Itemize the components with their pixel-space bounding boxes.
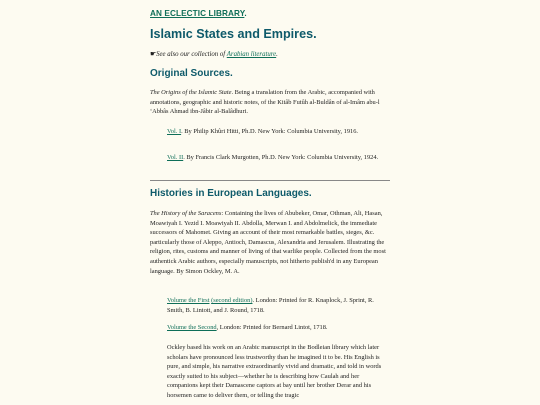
origins-book-title: The Origins of the Islamic State (150, 89, 232, 96)
saracens-description-text: : Containing the lives of Abubeker, Omar, Othman, Ali, Hasan, Moawiyah I. Yezid I. Moawiyah II. Abdolla, Merwan I. and Abdolmelick, the immediate successors of Mahomet. Giving an account of their most remarkable battles, sieges, &c. particularly those of Aleppo, Antioch, Damascus, Alexandria and Jerusalem. Illustrating the religion, rites, customs and manner of living of that warlike people. Collected from the most authentick Arabic authors, especially manuscripts, not hitherto publish'd in any European language. By Simon Ockley, M. A. (150, 210, 386, 275)
volume-entry (167, 153, 389, 163)
library-home-link-row (150, 9, 247, 18)
vol-1-link[interactable]: Vol. I (167, 128, 182, 135)
library-home-link[interactable]: AN ECLECTIC LIBRARY (150, 9, 245, 18)
vol-2-link[interactable]: Vol. II (167, 154, 184, 161)
volume-entry (167, 127, 389, 137)
vol-2-text: . By Francis Clark Murgotten, Ph.D. New York: Columbia University, 1924. (183, 154, 379, 161)
volume-first-text: . London: Printed for R. Knaplock, J. Sprint, R. Smith, B. Lintott, and J. Round, 1718. (167, 297, 374, 314)
section-heading-original-sources: Original Sources. (150, 68, 233, 79)
section-divider (150, 180, 390, 181)
see-also-prefix: See also our collection of (156, 51, 227, 58)
origins-description (150, 88, 390, 117)
vol-1-text: . By Philip Khûri Hitti, Ph.D. New York: Columbia University, 1916. (181, 128, 359, 135)
volume-second-link[interactable]: Volume the Second (167, 324, 217, 331)
section-heading-histories: Histories in European Languages. (150, 188, 312, 199)
volume-first-link[interactable]: Volume the First (167, 297, 210, 304)
see-also-suffix: . (276, 51, 278, 58)
see-also-note (150, 50, 278, 58)
volume-second-text: , London: Printed for Bernard Lintot, 1718. (216, 324, 328, 331)
ockley-commentary: Ockley based his work on an Arabic manuscript in the Bodleian library which later scholars have pronounced less trustworthy than he imagined it to be. His English is pure, and simple, his narrative extraordinarily vivid and dramatic, and told in words exactly suited to his subject—whether he is describing how Caulah and her companions kept their Damascene captors at bay until her brother Derar and his horsemen came to deliver them, or telling the tragic (167, 344, 382, 399)
page-title: Islamic States and Empires. (150, 27, 317, 41)
origins-description-text: . Being a translation from the Arabic, accompanied with annotations, geographic and historic notes, of the Kitâb Futûh al-Buldân of al-Imâm abu-l ‘Abbâs Ahmad ibn-Jâbir al-Balâdhuri. (150, 89, 380, 116)
arabian-literature-link[interactable]: Arabian literature (226, 51, 277, 58)
pointing-hand-icon: ☛ (150, 51, 157, 58)
second-edition-link[interactable]: (second edition) (211, 297, 253, 304)
saracens-book-title: The History of the Saracens (150, 210, 222, 217)
library-link-period: . (244, 9, 247, 18)
saracens-description (150, 209, 390, 276)
volume-entry (167, 296, 389, 315)
volume-entry (167, 323, 389, 333)
